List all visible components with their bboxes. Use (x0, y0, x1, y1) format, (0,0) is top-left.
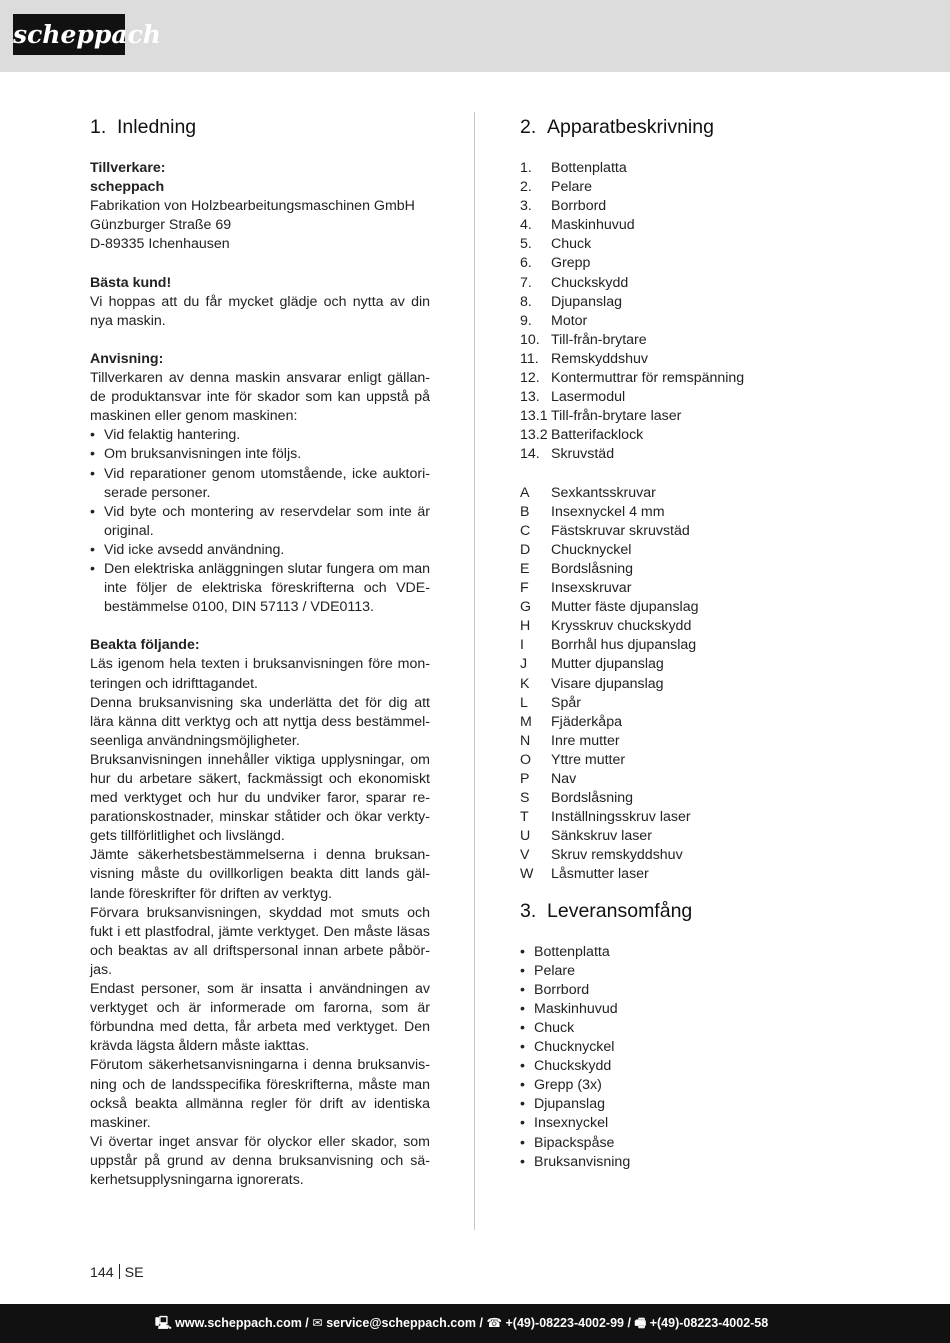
list-item: N Inre mutter (520, 732, 620, 749)
list-item: E Bordslåsning (520, 560, 634, 577)
list-item: I Borrhål hus djupanslag (520, 637, 697, 654)
footer-phone: +(49)-08223-4002-99 / (505, 1316, 631, 1330)
list-item: 5. Chuck (520, 236, 592, 253)
observe-paragraph: Jämte säkerhetsbestämmelserna i denna bruksan-visning måste du ovillkorligen beakta ditt lands gäl-lande föreskrifter för driften av verktyg. (90, 847, 430, 902)
list-item: • Bottenplatta (520, 943, 610, 960)
list-item: • Djupanslag (520, 1096, 605, 1113)
list-item: • Om bruksanvisningen inte följs. (90, 446, 302, 463)
mail-icon: ✉ (312, 1316, 323, 1330)
list-item: B Insexnyckel 4 mm (520, 503, 665, 520)
list-item: J Mutter djupanslag (520, 656, 664, 673)
list-item: 12. Kontermuttrar för remspänning (520, 370, 745, 387)
list-item: 13.2 Batterifacklock (520, 427, 644, 444)
list-item: • Chuckskydd (520, 1058, 612, 1075)
list-item: • Vid felaktig hantering. (90, 427, 241, 444)
list-item: V Skruv remskyddshuv (520, 847, 683, 864)
left-column (90, 116, 430, 1190)
list-item: • Den elektriska anläggningen slutar fungera om man inte följer de elektriska föreskrifterna och VDE-bestämmelse 0100, DIN 57113 / VDE0113. (90, 560, 430, 616)
section-heading-introduction: 1. Inledning (90, 116, 197, 138)
list-item: H Krysskruv chuckskydd (520, 618, 692, 635)
list-item: • Maskinhuvud (520, 1000, 618, 1017)
parts-list (520, 159, 880, 465)
list-item: L Spår (520, 694, 581, 711)
list-item: 8. Djupanslag (520, 293, 622, 310)
section-heading-scope-of-delivery: 3. Leveransomfång (520, 899, 693, 922)
notice-text: Tillverkaren av denna maskin ansvarar enligt gällan-de produktansvar inte för skador som kan uppstå på maskinen eller genom maskinen: (90, 370, 430, 425)
footer-fax: +(49)-08223-4002-58 (649, 1316, 769, 1330)
list-item: • Grepp (3x) (520, 1077, 602, 1094)
list-item: 3. Borrbord (520, 198, 607, 215)
list-item: P Nav (520, 771, 577, 787)
list-item: • Bipackspåse (520, 1134, 615, 1151)
list-item: 1. Bottenplatta (520, 160, 627, 176)
observe-paragraph: Förvara bruksanvisningen, skyddad mot smuts och fukt i ett plastfodral, jämte verktyget. Den måste läsas och beaktas av all driftspersonal innan arbete påbör-jas. (90, 904, 430, 978)
observe-paragraph: Denna bruksanvisning ska underlätta det för dig att lära känna ditt verktyg och att nyttja dess bestämmel-seenliga användningsmöjligheter. (90, 694, 430, 749)
list-item: • Insexnyckel (520, 1115, 609, 1132)
manufacturer-label: Tillverkare: (90, 160, 166, 176)
dear-customer-label: Bästa kund! (90, 274, 172, 291)
footer-email[interactable]: service@scheppach.com / (326, 1316, 483, 1330)
list-item: A Sexkantsskruvar (520, 484, 656, 501)
observe-paragraph: Bruksanvisningen innehåller viktiga upplysningar, om hur du arbetare säkert, fackmässigt och ekonomiskt med verktyget och hur du undviker faror, sparar re-parationskostnader, minskar ståtider och ökar verkty-gets tillförlitlighet och livslängd. (90, 751, 430, 845)
manufacturer-line: D-89335 Ichenhausen (90, 236, 230, 253)
list-item: • Chucknyckel (520, 1039, 615, 1056)
list-item: • Bruksanvisning (520, 1153, 631, 1170)
footer-website[interactable]: www.scheppach.com / (175, 1316, 309, 1330)
list-item: G Mutter fäste djupanslag (520, 599, 699, 616)
list-item: F Insexskruvar (520, 580, 632, 597)
right-column (520, 116, 880, 1172)
list-item: • Chuck (520, 1019, 575, 1036)
list-item: S Bordslåsning (520, 790, 634, 807)
list-item: • Pelare (520, 962, 576, 979)
notice-label: Anvisning: (90, 350, 164, 367)
list-item: 6. Grepp (520, 255, 591, 272)
brand-logo: scheppach (13, 14, 125, 55)
phone-icon: ☎ (486, 1316, 503, 1330)
column-divider (474, 112, 475, 1230)
list-item: K Visare djupanslag (520, 675, 664, 692)
list-item: • Borrbord (520, 981, 590, 998)
observe-paragraph: Endast personer, som är insatta i användningen av verktyget och är informerade om farorna, som är förbundna med detta, får arbeta med verktyget. Den krävda lägsta åldern måste iakttas. (90, 981, 430, 1055)
list-item: 4. Maskinhuvud (520, 217, 635, 234)
list-item: T Inställningsskruv laser (520, 809, 691, 826)
computer-icon: 🖳 (155, 1316, 172, 1330)
list-item: U Sänkskruv laser (520, 828, 652, 845)
list-item: • Vid icke avsedd användning. (90, 541, 285, 558)
footer-bar (0, 1304, 950, 1343)
list-item: • Vid reparationer genom utomstående, icke auktori-serade personer. (90, 465, 430, 501)
header-bar (0, 0, 950, 72)
accessories-list (520, 484, 880, 885)
dear-customer-text: Vi hoppas att du får mycket glädje och nytta av din nya maskin. (90, 293, 430, 329)
manufacturer-line: Fabrikation von Holzbearbeitungsmaschinen GmbH (90, 198, 415, 215)
list-item: C Fästskruvar skruvstäd (520, 522, 690, 539)
list-item: 7. Chuckskydd (520, 274, 629, 291)
language-code: SE (124, 1265, 144, 1281)
section-heading-device-description: 2. Apparatbeskrivning (520, 116, 714, 138)
observe-paragraph: Vi övertar inget ansvar för olyckor eller skador, som uppstår på grund av denna bruksanvisning och sä-kerhetsupplysningarna ignorerats. (90, 1133, 430, 1188)
scope-list (520, 943, 880, 1172)
list-item: O Yttre mutter (520, 751, 626, 768)
list-item: • Vid byte och montering av reservdelar som inte är original. (90, 503, 430, 539)
list-item: 11. Remskyddshuv (520, 350, 648, 367)
observe-paragraph: Läs igenom hela texten i bruksanvisningen före mon-teringen och idrifttagandet. (90, 656, 430, 692)
list-item: 13. Lasermodul (520, 389, 626, 406)
list-item: M Fjäderkåpa (520, 713, 622, 730)
manufacturer-line: Günzburger Straße 69 (90, 217, 232, 234)
page-number: 144 SE (90, 1265, 144, 1281)
fax-icon: 🖷 (634, 1316, 647, 1330)
list-item: 14. Skruvstäd (520, 446, 615, 463)
observe-paragraph: Förutom säkerhetsanvisningarna i denna bruksanvis-ning och de landsspecifika föreskrifterna, måste man också beakta allmänna regler för drift av identiska maskiner. (90, 1057, 430, 1131)
observe-label: Beakta följande: (90, 637, 200, 654)
list-item: W Låsmutter laser (520, 866, 649, 883)
notice-list (90, 426, 430, 617)
manufacturer-name: scheppach (90, 179, 165, 196)
list-item: 9. Motor (520, 312, 588, 329)
list-item: 13.1 Till-från-brytare laser (520, 408, 682, 425)
list-item: 2. Pelare (520, 179, 593, 196)
list-item: D Chucknyckel (520, 541, 632, 558)
list-item: 10. Till-från-brytare (520, 331, 647, 348)
